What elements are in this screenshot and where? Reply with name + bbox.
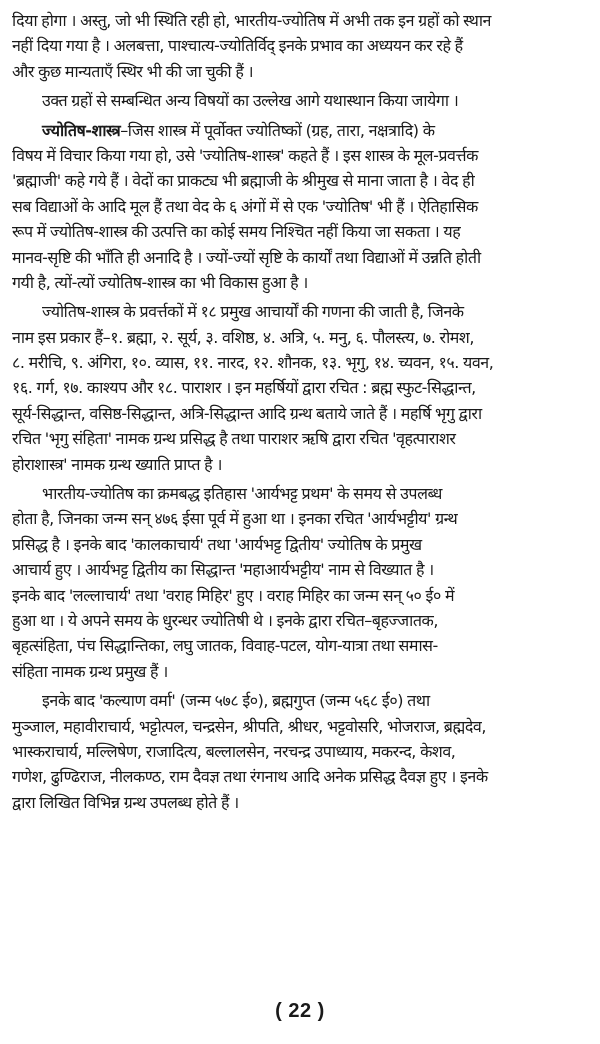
text-line: सब विद्याओं के आदि मूल हैं तथा वेद के ६ अंगों में से एक 'ज्योतिष' भी हैं । ऐतिहासिक: [12, 196, 478, 216]
page-body: [12, 8, 590, 815]
text-line: [12, 118, 590, 143]
text-line: सूर्य-सिद्धान्त, वसिष्ठ-सिद्धान्त, अत्रि-सिद्धान्त आदि ग्रन्थ बताये जाते हैं । महर्षि भृगु द्वारा: [12, 403, 482, 423]
text-line: होराशास्त्र' नामक ग्रन्थ ख्याति प्राप्त है ।: [12, 454, 222, 474]
text-line: संहिता नामक ग्रन्थ प्रमुख हैं ।: [12, 661, 168, 681]
text-line: 'ब्रह्माजी' कहे गये हैं । वेदों का प्राकट्य भी ब्रह्माजी के श्रीमुख से माना जाता है । वेद ही: [12, 171, 475, 191]
text-line: १६. गर्ग, १७. काश्यप और १८. पाराशर । इन महर्षियों द्वारा रचित : ब्रह्म स्फुट-सिद्धान्त,: [12, 378, 476, 398]
text-line: प्रसिद्ध है । इनके बाद 'कालकाचार्य' तथा 'आर्यभट्ट द्वितीय' ज्योतिष के प्रमुख: [12, 534, 422, 554]
text-line: इनके बाद 'लल्लाचार्य' तथा 'वराह मिहिर' हुए । वराह मिहिर का जन्म सन् ५० ई० में: [12, 585, 455, 605]
text-line: नहीं दिया गया है । अलबत्ता, पाश्चात्य-ज्योतिर्विद् इनके प्रभाव का अध्ययन कर रहे हैं: [12, 36, 463, 56]
text-line: ज्योतिष-शास्त्र के प्रवर्त्तकों में १८ प्रमुख आचार्यों की गणना की जाती है, जिनके: [42, 302, 464, 322]
text-line: नाम इस प्रकार हैं–१. ब्रह्मा, २. सूर्य, ३. वशिष्ठ, ४. अत्रि, ५. मनु, ६. पौलस्त्य, ७. रोमश,: [12, 327, 474, 347]
paragraph: [12, 481, 590, 684]
paragraph: [12, 688, 590, 815]
text-line: इनके बाद 'कल्याण वर्मा' (जन्म ५७८ ई०), ब्रह्मगुप्त (जन्म ५६८ ई०) तथा: [42, 691, 430, 711]
text-line: रूप में ज्योतिष-शास्त्र की उत्पत्ति का कोई समय निश्चित नहीं किया जा सकता । यह: [12, 222, 461, 242]
text-line: विषय में विचार किया गया हो, उसे 'ज्योतिष-शास्त्र' कहते हैं । इस शास्त्र के मूल-प्रवर्त्तक: [12, 145, 478, 165]
text-line: उक्त ग्रहों से सम्बन्धित अन्य विषयों का उल्लेख आगे यथास्थान किया जायेगा ।: [42, 91, 459, 111]
text-line: मानव-सृष्टि की भाँति ही अनादि है । ज्यों-ज्यों सृष्टि के कार्यों तथा विद्याओं में उन्नति होती: [12, 247, 481, 267]
page-number: ( 22 ): [275, 1000, 325, 1022]
paragraph: [12, 299, 590, 477]
text-line: मुञ्जाल, महावीराचार्य, भट्टोत्पल, चन्द्रसेन, श्रीपति, श्रीधर, भट्टवोसरि, भोजराज, ब्रह्मदेव,: [12, 716, 486, 736]
text-line: भास्कराचार्य, मल्लिषेण, राजादित्य, बल्लालसेन, नरचन्द्र उपाध्याय, मकरन्द, केशव,: [12, 741, 456, 761]
text-line: गणेश, ढुण्ढिराज, नीलकण्ठ, राम दैवज्ञ तथा रंगनाथ आदि अनेक प्रसिद्ध दैवज्ञ हुए । इनके: [12, 767, 488, 787]
text-run: –जिस शास्त्र में पूर्वोक्त ज्योतिष्कों (ग्रह, तारा, नक्षत्रादि) के: [120, 120, 435, 140]
text-line: हुआ था । ये अपने समय के धुरन्धर ज्योतिषी थे । इनके द्वारा रचित–बृहज्जातक,: [12, 610, 438, 630]
text-line: भारतीय-ज्योतिष का क्रमबद्ध इतिहास 'आर्यभट्ट प्रथम' के समय से उपलब्ध: [42, 484, 442, 504]
text-line: बृहत्संहिता, पंच सिद्धान्तिका, लघु जातक, विवाह-पटल, योग-यात्रा तथा समास-: [12, 636, 438, 656]
text-line: और कुछ मान्यताएँ स्थिर भी की जा चुकी हैं ।: [12, 61, 254, 81]
text-line: द्वारा लिखित विभिन्न ग्रन्थ उपलब्ध होते हैं ।: [12, 792, 239, 812]
text-line: ८. मरीचि, ९. अंगिरा, १०. व्यास, ११. नारद, १२. शौनक, १३. भृगु, १४. च्यवन, १५. यवन,: [12, 353, 494, 373]
text-line: होता है, जिनका जन्म सन् ४७६ ईसा पूर्व में हुआ था । इनका रचित 'आर्यभट्टीय' ग्रन्थ: [12, 509, 458, 529]
paragraph: [12, 8, 590, 84]
text-line: गयी है, त्यों-त्यों ज्योतिष-शास्त्र का भी विकास हुआ है ।: [12, 272, 308, 292]
text-line: आचार्य हुए । आर्यभट्ट द्वितीय का सिद्धान्त 'महाआर्यभट्टीय' नाम से विख्यात है ।: [12, 560, 434, 580]
paragraph: [12, 88, 590, 113]
section-heading: ज्योतिष-शास्त्र: [42, 120, 121, 140]
text-line: दिया होगा । अस्तु, जो भी स्थिति रही हो, भारतीय-ज्योतिष में अभी तक इन ग्रहों को स्थान: [12, 11, 491, 30]
paragraph: [12, 118, 590, 296]
text-line: रचित 'भृगु संहिता' नामक ग्रन्थ प्रसिद्ध है तथा पाराशर ऋषि द्वारा रचित 'वृहत्पाराशर: [12, 429, 456, 449]
